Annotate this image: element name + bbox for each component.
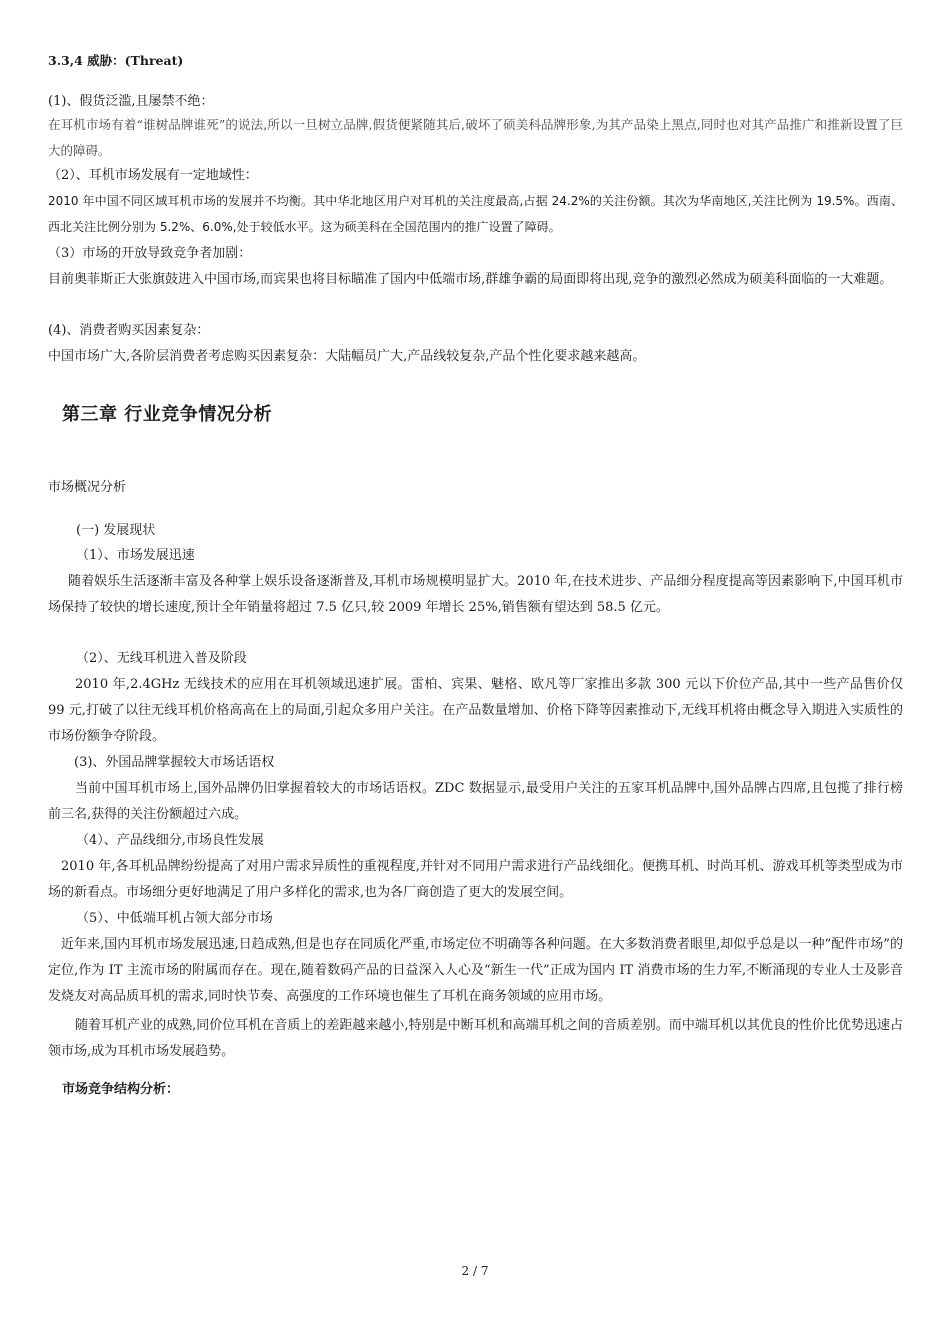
point-title: (3)、外国品牌掌握较大市场话语权 [74,755,275,770]
threat-item-title: （2）、耳机市场发展有一定地域性： [48,168,258,183]
threat-item-title: (1)、假货泛滥,且屡禁不绝： [48,94,214,109]
point-body: 当前中国耳机市场上,国外品牌仍旧掌握着较大的市场话语权。ZDC 数据显示,最受用户关注的五家耳机品牌中,国外品牌占四席,且包揽了排行榜前三名,获得的关注份额超过六成。 [48,781,903,822]
point-body: 近年来,国内耳机市场发展迅速,日趋成熟,但是也存在同质化严重,市场定位不明确等各种问题。在大多数消费者眼里,却似乎总是以一种“配件市场”的定位,作为 IT 主流市场的附属而存在。现在,随着数码产品的日益深入人心及“新生一代”正成为国内 IT 消费市场的生力军,不断涌现的专业人士及影音发烧友对高品质耳机的需求,同时快节奏、高强度的工作环境也催生了耳机在商务领域的应用市场。 [48,937,903,1004]
chapter-title: 第三章 行业竞争情况分析 [62,404,273,425]
point-body: 2010 年,2.4GHz 无线技术的应用在耳机领域迅速扩展。雷柏、宾果、魅格、欧凡等厂家推出多款 300 元以下价位产品,其中一些产品售价仅 99 元,打破了以往无线耳机价格高高在上的局面,引起众多用户关注。在产品数量增加、价格下降等因素推动下,无线耳机将由概念导入期进入实质性的市场份额争夺阶段。 [48,677,903,744]
threat-item-body: 在耳机市场有着“谁树品牌谁死”的说法,所以一旦树立品牌,假货便紧随其后,破坏了硕美科品牌形象,为其产品染上黑点,同时也对其产品推广和推新设置了巨大的障碍。 [48,117,903,158]
section-title-market-overview: 市场概况分析 [48,480,127,495]
threat-item-title: （3）市场的开放导致竞争者加剧： [48,246,252,261]
point-body: 2010 年,各耳机品牌纷纷提高了对用户需求异质性的重视程度,并针对不同用户需求进行产品线细化。便携耳机、时尚耳机、游戏耳机等类型成为市场的新看点。市场细分更好地满足了用户多样化的需求,也为各厂商创造了更大的发展空间。 [48,859,903,900]
point-title: （1）、市场发展迅速 [76,548,195,563]
section-title-competition: 市场竞争结构分析： [62,1082,180,1097]
point-title: （4）、产品线细分,市场良性发展 [76,833,264,848]
point-body: 随着耳机产业的成熟,同价位耳机在音质上的差距越来越小,特别是中断耳机和高端耳机之间的音质差别。而中端耳机以其优良的性价比优势迅速占领市场,成为耳机市场发展趋势。 [48,1018,903,1059]
point-title: （5）、中低端耳机占领大部分市场 [76,911,273,926]
point-title: （2）、无线耳机进入普及阶段 [76,651,247,666]
threat-item-body: 2010 年中国不同区域耳机市场的发展并不均衡。其中华北地区用户对耳机的关注度最高,占据 24.2%的关注份额。其次为华南地区,关注比例为 19.5%。西南、西北关注比例分别为 5.2%、6.0%,处于较低水平。这为硕美科在全国范围内的推广设置了障碍。 [48,194,903,234]
threat-item-body: 中国市场广大,各阶层消费者考虑购买因素复杂：大陆幅员广大,产品线较复杂,产品个性化要求越来越高。 [48,349,646,364]
threat-item-body: 目前奥菲斯正大张旗鼓进入中国市场,而宾果也将目标瞄准了国内中低端市场,群雄争霸的局面即将出现,竞争的激烈必然成为硕美科面临的一大难题。 [48,272,893,287]
point-body: 随着娱乐生活逐渐丰富及各种掌上娱乐设备逐渐普及,耳机市场规模明显扩大。2010 年,在技术进步、产品细分程度提高等因素影响下,中国耳机市场保持了较快的增长速度,预计全年销量将超过 7.5 亿只,较 2009 年增长 25%,销售额有望达到 58.5 亿元。 [48,574,903,615]
threat-item-title: (4)、消费者购买因素复杂： [48,323,210,338]
subsection-title: (一) 发展现状 [76,523,156,538]
page-number: 2 / 7 [461,1264,489,1278]
section-heading-threat: 3.3,4 威胁：(Threat) [48,53,184,68]
